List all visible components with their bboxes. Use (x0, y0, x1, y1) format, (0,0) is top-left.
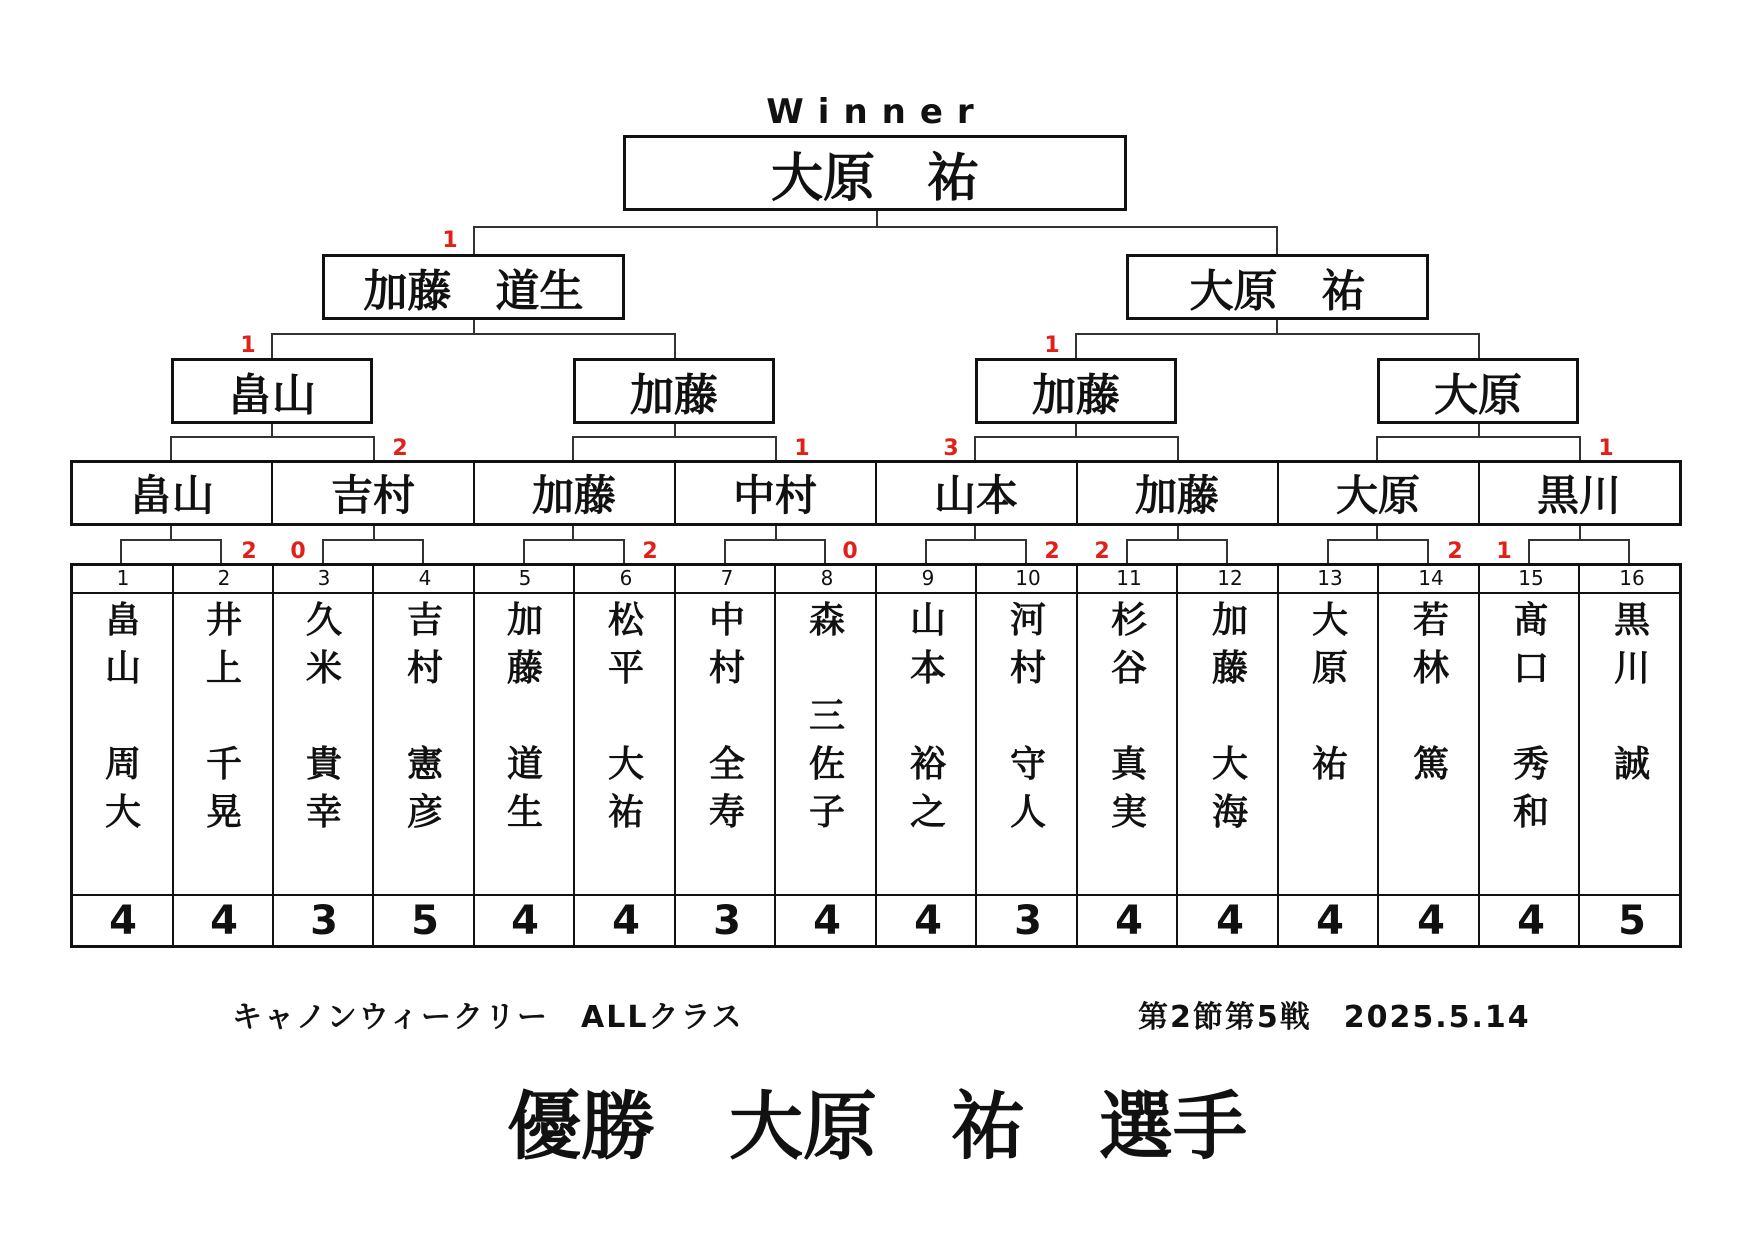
player-name-char: 大 (607, 744, 644, 785)
connector (572, 436, 574, 462)
player-seed: 14 (1418, 566, 1444, 590)
player-name-char: 村 (708, 648, 745, 689)
player-name-char: 本 (909, 648, 946, 689)
player-name-char: 寿 (708, 792, 745, 833)
player-name-char (978, 693, 1078, 741)
player-name-char (1280, 789, 1380, 837)
player-name-char (274, 693, 374, 741)
connector (422, 539, 424, 564)
player-name-char: 幸 (305, 792, 342, 833)
qf-score: 1 (1044, 333, 1060, 358)
connector (523, 539, 625, 541)
player-name-char: 黒 (1613, 600, 1650, 641)
connector (1427, 539, 1429, 564)
connector (1177, 436, 1179, 462)
player-name-char: 森 (808, 600, 845, 641)
player-count: 4 (1216, 898, 1244, 944)
round1-winner: 黒川 (1536, 471, 1621, 520)
connector (1126, 539, 1228, 541)
connector (1177, 526, 1179, 540)
connector (1327, 539, 1429, 541)
player-name-char: 上 (205, 648, 242, 689)
connector (220, 539, 222, 564)
quarterfinal-name: 加藤 (1032, 370, 1120, 421)
player-name-char: 村 (406, 648, 443, 689)
player-name-char (878, 693, 978, 741)
session-date: 第2節第5戦 2025.5.14 (1138, 1000, 1531, 1035)
quarterfinal-box (573, 358, 775, 424)
connector (473, 320, 475, 334)
player-count: 4 (1115, 898, 1143, 944)
player-name (174, 597, 274, 837)
player-seed: 4 (418, 566, 432, 590)
connector (1075, 333, 1077, 358)
player-name-char: 藤 (1211, 648, 1248, 689)
connector (974, 526, 976, 540)
player-name-char: 松 (607, 600, 644, 641)
round1-winner: 畠山 (129, 471, 214, 520)
semifinal-right-name: 大原 祐 (1189, 266, 1366, 317)
semifinal-left-box (322, 254, 625, 320)
player-name-char: 口 (1512, 648, 1549, 689)
connector (1528, 539, 1630, 541)
player-name-char: 祐 (1311, 744, 1348, 785)
connector (925, 539, 1027, 541)
r1-score: 0 (842, 539, 858, 564)
connector (724, 539, 726, 564)
player-name (1079, 597, 1179, 837)
connector (1376, 526, 1378, 540)
r1-score: 0 (290, 539, 306, 564)
connector (674, 333, 676, 358)
player-name-char: 平 (607, 648, 644, 689)
player-count: 4 (612, 898, 640, 944)
player-seed: 6 (619, 566, 633, 590)
connector (473, 226, 475, 254)
connector (120, 539, 222, 541)
player-name-char: 大 (1211, 744, 1248, 785)
player-name-char: 米 (305, 648, 342, 689)
connector (824, 539, 826, 564)
connector (1276, 320, 1278, 334)
r1-score: 1 (1496, 539, 1512, 564)
semifinal-right-box (1126, 254, 1429, 320)
player-name-char: 加 (1211, 600, 1248, 641)
player-seed: 9 (921, 566, 935, 590)
champion-banner: 優勝 大原 祐 選手 (507, 1084, 1247, 1170)
connector (1327, 539, 1329, 564)
player-name-char (1481, 693, 1581, 741)
connector (1628, 539, 1630, 564)
player-name (475, 597, 575, 837)
player-name-char: 村 (1009, 648, 1046, 689)
r2-score: 1 (794, 436, 810, 461)
connector (1075, 333, 1480, 335)
player-count: 4 (210, 898, 238, 944)
player-name-char: 林 (1412, 648, 1449, 689)
connector (322, 539, 424, 541)
connector (1528, 539, 1530, 564)
semifinal-left-name: 加藤 道生 (363, 266, 584, 317)
player-name-char: 中 (708, 600, 745, 641)
player-name-char: 畠 (104, 600, 141, 641)
quarterfinal-name: 畠山 (228, 370, 316, 421)
connector (775, 526, 777, 540)
player-name-char (777, 645, 877, 693)
r1-score: 2 (1447, 539, 1463, 564)
player-name-char: 川 (1613, 648, 1650, 689)
player-name-char: 原 (1311, 648, 1348, 689)
connector (170, 436, 172, 462)
player-name-char: 加 (506, 600, 543, 641)
r1-score: 2 (241, 539, 257, 564)
player-name-char: 貴 (305, 744, 342, 785)
player-name (274, 597, 374, 837)
event-name: キャノンウィークリー ALLクラス (232, 1000, 744, 1035)
connector (925, 539, 927, 564)
quarterfinal-name: 大原 (1434, 370, 1522, 421)
connector (271, 333, 273, 358)
r2-score: 2 (392, 436, 408, 461)
player-count: 3 (713, 898, 741, 944)
quarterfinal-box (975, 358, 1177, 424)
player-name-char: 藤 (506, 648, 543, 689)
player-name-char (1582, 693, 1682, 741)
player-seed: 15 (1518, 566, 1544, 590)
player-seed: 8 (820, 566, 834, 590)
player-name-char: 久 (305, 600, 342, 641)
player-seed: 7 (720, 566, 734, 590)
player-name-char: 道 (506, 744, 543, 785)
player-name-char (1582, 789, 1682, 837)
player-name (375, 597, 475, 837)
player-name-char (1180, 693, 1280, 741)
player-name-char: 子 (808, 792, 845, 833)
player-name-char (576, 693, 676, 741)
player-count: 4 (1417, 898, 1445, 944)
player-count: 4 (1517, 898, 1545, 944)
player-name-char: 三 (808, 696, 845, 737)
player-seed: 1 (116, 566, 130, 590)
player-name-char: 篤 (1412, 744, 1449, 785)
connector (120, 539, 122, 564)
player-name-char: 秀 (1512, 744, 1549, 785)
player-name-char: 全 (708, 744, 745, 785)
connector (724, 539, 826, 541)
player-name-char: 大 (104, 792, 141, 833)
connector (322, 539, 324, 564)
player-name-char: 千 (205, 744, 242, 785)
player-seed: 12 (1217, 566, 1243, 590)
player-name-char: 実 (1110, 792, 1147, 833)
round1-winner: 山本 (933, 471, 1018, 520)
player-count: 5 (411, 898, 439, 944)
player-seed: 10 (1015, 566, 1041, 590)
winner-label: Winner (766, 92, 988, 132)
player-count: 4 (511, 898, 539, 944)
r1-score: 2 (642, 539, 658, 564)
connector (876, 211, 878, 227)
player-name (1381, 597, 1481, 837)
quarterfinal-box (171, 358, 373, 424)
connector (1025, 539, 1027, 564)
player-name (978, 597, 1078, 837)
player-name-char (1280, 693, 1380, 741)
connector (974, 436, 1179, 438)
player-name-char: 之 (909, 792, 946, 833)
player-seed: 3 (317, 566, 331, 590)
round1-winner: 中村 (732, 471, 817, 520)
connector (1276, 226, 1278, 254)
connector (572, 436, 777, 438)
connector (170, 436, 375, 438)
round1-winner: 加藤 (1134, 471, 1219, 520)
player-name (576, 597, 676, 837)
player-count: 4 (813, 898, 841, 944)
player-name (777, 597, 877, 837)
connector (1226, 539, 1228, 564)
player-name-char: 守 (1009, 744, 1046, 785)
player-count: 4 (109, 898, 137, 944)
connector (373, 526, 375, 540)
player-name-char (1381, 789, 1481, 837)
final-winner-box (623, 135, 1127, 211)
round1-winner: 吉村 (330, 471, 415, 520)
connector (1579, 526, 1581, 540)
connector (271, 333, 676, 335)
connector (1579, 436, 1581, 462)
player-count: 4 (914, 898, 942, 944)
player-name-char: 若 (1412, 600, 1449, 641)
player-name-char: 杉 (1110, 600, 1147, 641)
round1-winner: 加藤 (531, 471, 616, 520)
player-name-char: 祐 (607, 792, 644, 833)
player-name-char (1079, 693, 1179, 741)
player-name-char (73, 693, 173, 741)
quarterfinal-name: 加藤 (630, 370, 718, 421)
player-name (1582, 597, 1682, 837)
player-name-char: 井 (205, 600, 242, 641)
sf-score: 1 (442, 228, 458, 253)
connector (1126, 539, 1128, 564)
player-count: 5 (1618, 898, 1646, 944)
player-name-char (475, 693, 575, 741)
connector (623, 539, 625, 564)
player-name (1481, 597, 1581, 837)
qf-score: 1 (240, 333, 256, 358)
connector (373, 436, 375, 462)
player-name-char: 真 (1110, 744, 1147, 785)
player-name-char (677, 693, 777, 741)
player-name (73, 597, 173, 837)
round1-winner: 大原 (1335, 471, 1420, 520)
player-name-char: 吉 (406, 600, 443, 641)
player-name (1280, 597, 1380, 837)
player-name-char: 彦 (406, 792, 443, 833)
player-name-char: 河 (1009, 600, 1046, 641)
player-name-char (375, 693, 475, 741)
player-name-char: 裕 (909, 744, 946, 785)
player-name-char: 生 (506, 792, 543, 833)
player-name-char: 晃 (205, 792, 242, 833)
player-name-char (174, 693, 274, 741)
player-seed: 13 (1317, 566, 1343, 590)
connector (974, 436, 976, 462)
connector (1376, 436, 1378, 462)
player-seed: 11 (1116, 566, 1142, 590)
player-name (878, 597, 978, 837)
player-name-char: 和 (1512, 792, 1549, 833)
connector (775, 436, 777, 462)
player-name-char: 山 (104, 648, 141, 689)
player-name-char: 髙 (1512, 600, 1549, 641)
player-count: 3 (310, 898, 338, 944)
r2-score: 1 (1598, 436, 1614, 461)
connector (572, 526, 574, 540)
player-name-char: 佐 (808, 744, 845, 785)
player-name-char: 人 (1009, 792, 1046, 833)
player-name-char: 憲 (406, 744, 443, 785)
quarterfinal-box (1377, 358, 1579, 424)
connector (1376, 436, 1581, 438)
player-name (677, 597, 777, 837)
player-seed: 2 (217, 566, 231, 590)
player-name-char: 山 (909, 600, 946, 641)
player-name-char: 谷 (1110, 648, 1147, 689)
player-name (1180, 597, 1280, 837)
connector (523, 539, 525, 564)
player-seed: 16 (1619, 566, 1645, 590)
connector (170, 526, 172, 540)
player-count: 4 (1316, 898, 1344, 944)
r1-score: 2 (1044, 539, 1060, 564)
player-name-char: 海 (1211, 792, 1248, 833)
player-name-char (1381, 693, 1481, 741)
player-name-char: 周 (104, 744, 141, 785)
player-name-char: 大 (1311, 600, 1348, 641)
final-winner-name: 大原 祐 (770, 148, 979, 209)
connector (473, 226, 1278, 228)
r1-score: 2 (1094, 539, 1110, 564)
player-name-char: 誠 (1613, 744, 1650, 785)
player-seed: 5 (518, 566, 532, 590)
r2-score: 3 (943, 436, 959, 461)
connector (1478, 333, 1480, 358)
player-count: 3 (1014, 898, 1042, 944)
